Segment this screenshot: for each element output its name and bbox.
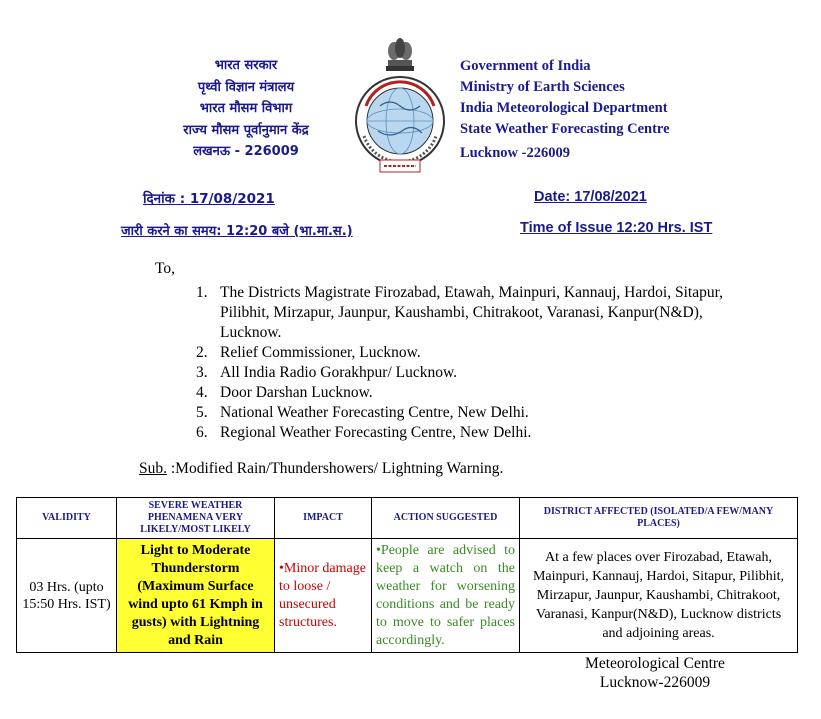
hindi-line-3: भारत मौसम विभाग xyxy=(199,101,293,116)
hindi-letterhead xyxy=(176,55,316,163)
header-impact: IMPACT xyxy=(275,498,372,539)
list-number: 6. xyxy=(196,424,208,441)
list-number: 3. xyxy=(196,364,208,381)
header-phenomena: SEVERE WEATHER PHENAMENA VERY LIKELY/MOST LIKELY xyxy=(117,498,275,539)
hindi-date: दिनांक : 17/08/2021 xyxy=(143,191,275,207)
header-district: DISTRICT AFFECTED (ISOLATED/A FEW/MANY PLACES) xyxy=(520,498,798,539)
english-line-4: State Weather Forecasting Centre xyxy=(460,121,670,137)
recipient-text: National Weather Forecasting Centre, New Delhi. xyxy=(220,404,529,421)
ashoka-emblem-icon xyxy=(386,38,414,71)
table-header-row xyxy=(17,498,798,539)
english-letterhead xyxy=(460,56,670,164)
to-label: To, xyxy=(155,260,176,277)
hindi-line-2: पृथ्वी विज्ञान मंत्रालय xyxy=(197,79,295,95)
list-item xyxy=(192,403,752,423)
footer-line-2: Lucknow-226009 xyxy=(599,674,711,691)
english-line-2: Ministry of Earth Sciences xyxy=(460,79,625,95)
recipient-text: All India Radio Gorakhpur/ Lucknow. xyxy=(220,364,458,381)
list-number: 2. xyxy=(196,344,208,361)
list-number: 4. xyxy=(196,384,208,401)
warning-table xyxy=(16,497,798,653)
list-number: 5. xyxy=(196,404,208,421)
list-item xyxy=(192,383,752,403)
imd-emblem-logo xyxy=(350,36,450,178)
recipient-text: Door Darshan Lucknow. xyxy=(220,384,373,401)
list-item xyxy=(192,363,752,383)
recipient-text: The Districts Magistrate Firozabad, Etawah, Mainpuri, Kannauj, Hardoi, Sitapur, Pilibhit, Mirzapur, Jaunpur, Kaushambi, Chitrakoot, Varanasi, Kanpur(N&D), Lucknow. xyxy=(220,284,724,341)
subject-line xyxy=(139,460,503,478)
recipient-text: Regional Weather Forecasting Centre, New Delhi. xyxy=(220,424,532,441)
phenomena-cell: Light to Moderate Thunderstorm (Maximum Surface wind upto 61 Kmph in gusts) with Lightning and Rain xyxy=(117,539,275,653)
action-cell: •People are advised to keep a watch on the weather for worsening conditions and be ready to move to safer places accordingly. xyxy=(372,539,520,653)
table-row xyxy=(17,539,798,653)
hindi-issue-time: जारी करने का समय: 12:20 बजे (भा.मा.स.) xyxy=(121,224,353,239)
impact-cell: •Minor damage to loose / unsecured structures. xyxy=(275,539,372,653)
issuing-office xyxy=(560,654,750,692)
list-item xyxy=(192,283,752,343)
footer-line-1: Meteorological Centre xyxy=(585,655,725,672)
recipient-text: Relief Commissioner, Lucknow. xyxy=(220,344,421,361)
header-validity: VALIDITY xyxy=(17,498,117,539)
english-line-5: Lucknow -226009 xyxy=(460,145,570,161)
district-cell: At a few places over Firozabad, Etawah, Mainpuri, Kannauj, Hardoi, Sitapur, Pilibhit, Mirzapur, Jaunpur, Kaushambi, Chitrakoot, Varanasi, Kanpur(N&D), Lucknow districts and adjoining areas. xyxy=(520,539,798,653)
recipient-list xyxy=(192,283,752,443)
english-issue-time: Time of Issue 12:20 Hrs. IST xyxy=(520,220,713,236)
hindi-line-5: लखनऊ - 226009 xyxy=(193,144,299,159)
list-number: 1. xyxy=(196,284,208,301)
list-item xyxy=(192,343,752,363)
english-date: Date: 17/08/2021 xyxy=(534,189,647,205)
validity-cell: 03 Hrs. (upto 15:50 Hrs. IST) xyxy=(17,539,117,653)
header-action: ACTION SUGGESTED xyxy=(372,498,520,539)
hindi-line-1: भारत सरकार xyxy=(214,58,278,73)
list-item xyxy=(192,423,752,443)
english-line-3: India Meteorological Department xyxy=(460,100,668,116)
subject-label: Sub. xyxy=(139,460,167,477)
hindi-line-4: राज्य मौसम पूर्वानुमान केंद्र xyxy=(183,122,309,138)
subject-text: :Modified Rain/Thundershowers/ Lightning Warning. xyxy=(167,460,504,477)
english-line-1: Government of India xyxy=(460,58,591,74)
